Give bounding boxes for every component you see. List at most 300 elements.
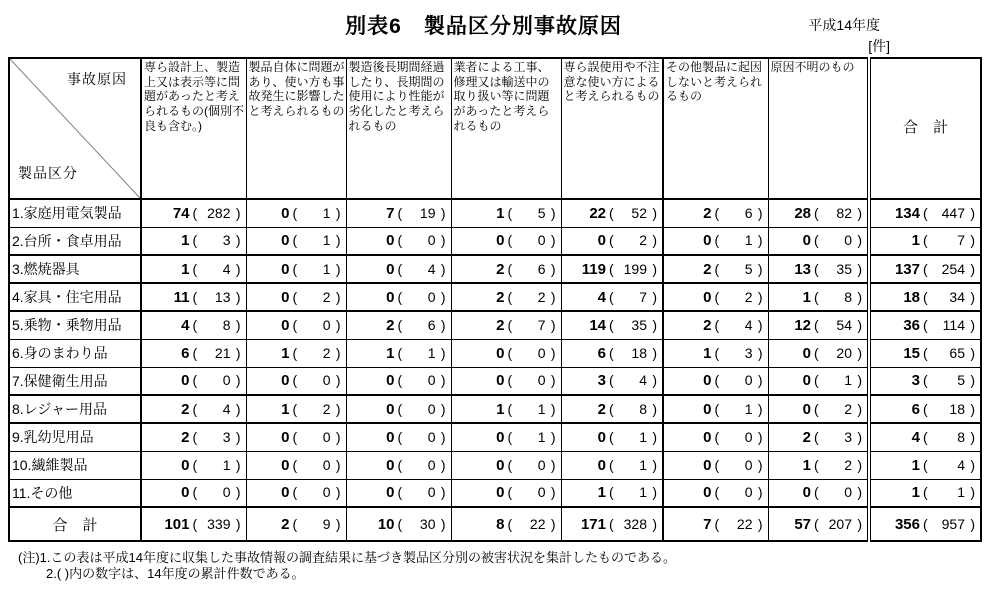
value-cell bbox=[768, 227, 869, 255]
current-count: 4 bbox=[181, 316, 190, 334]
close-paren: ) bbox=[440, 484, 446, 501]
cumulative-count: 0 bbox=[744, 372, 753, 389]
table-row bbox=[9, 283, 981, 311]
value-cell bbox=[346, 255, 451, 283]
row-label: 6.身のまわり品 bbox=[9, 339, 141, 367]
value-cell bbox=[246, 227, 346, 255]
close-paren: ) bbox=[652, 232, 657, 249]
cumulative-count: 4 bbox=[222, 400, 231, 417]
value-cell bbox=[663, 507, 768, 541]
open-paren: ( bbox=[192, 484, 198, 501]
open-paren: ( bbox=[714, 400, 720, 417]
row-label: 10.繊維製品 bbox=[9, 451, 141, 479]
current-count: 137 bbox=[894, 260, 920, 278]
total-value-cell bbox=[869, 451, 981, 479]
cumulative-count: 19 bbox=[419, 204, 436, 221]
cumulative-count: 339 bbox=[207, 515, 231, 532]
cumulative-count: 1 bbox=[844, 372, 852, 389]
value-cell bbox=[561, 367, 663, 395]
table-row bbox=[9, 311, 981, 339]
close-paren: ) bbox=[235, 456, 241, 473]
open-paren: ( bbox=[292, 260, 298, 277]
open-paren: ( bbox=[507, 232, 513, 249]
cumulative-count: 8 bbox=[639, 400, 647, 417]
close-paren: ) bbox=[857, 456, 862, 473]
current-count: 0 bbox=[802, 484, 811, 502]
close-paren: ) bbox=[550, 515, 556, 532]
close-paren: ) bbox=[550, 204, 556, 221]
current-count: 0 bbox=[386, 372, 395, 390]
open-paren: ( bbox=[507, 316, 513, 333]
open-paren: ( bbox=[923, 260, 928, 277]
close-paren: ) bbox=[757, 260, 763, 277]
cumulative-count: 7 bbox=[537, 316, 546, 333]
open-paren: ( bbox=[507, 484, 513, 501]
cause-header-1: 専ら設計上、製造上又は表示等に問題があったと考えられるもの(個別不良も含む。) bbox=[141, 58, 246, 199]
value-cell bbox=[561, 283, 663, 311]
open-paren: ( bbox=[507, 288, 513, 305]
cumulative-count: 2 bbox=[844, 400, 852, 417]
open-paren: ( bbox=[814, 428, 819, 445]
close-paren: ) bbox=[440, 456, 446, 473]
open-paren: ( bbox=[192, 344, 198, 361]
value-cell bbox=[768, 479, 869, 507]
cumulative-count: 2 bbox=[639, 232, 647, 249]
current-count: 8 bbox=[496, 515, 505, 533]
close-paren: ) bbox=[970, 372, 975, 389]
open-paren: ( bbox=[814, 344, 819, 361]
value-cell bbox=[246, 479, 346, 507]
close-paren: ) bbox=[440, 260, 446, 277]
total-value-cell bbox=[869, 423, 981, 451]
current-count: 0 bbox=[703, 456, 712, 474]
cumulative-count: 328 bbox=[623, 515, 647, 532]
close-paren: ) bbox=[652, 484, 657, 501]
close-paren: ) bbox=[757, 204, 763, 221]
open-paren: ( bbox=[714, 260, 720, 277]
cumulative-count: 4 bbox=[744, 316, 753, 333]
open-paren: ( bbox=[192, 372, 198, 389]
current-count: 0 bbox=[181, 456, 190, 474]
value-cell bbox=[246, 339, 346, 367]
close-paren: ) bbox=[335, 316, 341, 333]
current-count: 3 bbox=[597, 372, 606, 390]
cumulative-count: 0 bbox=[322, 372, 331, 389]
open-paren: ( bbox=[397, 344, 403, 361]
close-paren: ) bbox=[440, 204, 446, 221]
current-count: 0 bbox=[703, 484, 712, 502]
cumulative-count: 35 bbox=[631, 316, 647, 333]
total-value-cell bbox=[869, 199, 981, 227]
value-cell bbox=[451, 255, 561, 283]
cumulative-count: 0 bbox=[744, 428, 753, 445]
cumulative-count: 6 bbox=[537, 260, 546, 277]
cumulative-count: 9 bbox=[322, 515, 331, 532]
open-paren: ( bbox=[292, 316, 298, 333]
close-paren: ) bbox=[235, 288, 241, 305]
close-paren: ) bbox=[970, 288, 975, 305]
current-count: 134 bbox=[894, 204, 920, 222]
value-cell bbox=[561, 479, 663, 507]
cumulative-count: 254 bbox=[941, 260, 965, 277]
cumulative-count: 0 bbox=[744, 484, 753, 501]
current-count: 0 bbox=[386, 428, 395, 446]
open-paren: ( bbox=[507, 260, 513, 277]
close-paren: ) bbox=[652, 428, 657, 445]
close-paren: ) bbox=[757, 484, 763, 501]
cumulative-count: 0 bbox=[427, 400, 436, 417]
current-count: 0 bbox=[703, 288, 712, 306]
open-paren: ( bbox=[397, 288, 403, 305]
cumulative-count: 114 bbox=[942, 316, 965, 333]
value-cell bbox=[141, 367, 246, 395]
current-count: 10 bbox=[377, 515, 395, 533]
close-paren: ) bbox=[550, 484, 556, 501]
open-paren: ( bbox=[609, 260, 614, 277]
close-paren: ) bbox=[757, 515, 763, 532]
row-label: 8.レジャー用品 bbox=[9, 395, 141, 423]
open-paren: ( bbox=[714, 232, 720, 249]
total-row-label: 合 計 bbox=[9, 507, 141, 541]
value-cell bbox=[141, 283, 246, 311]
current-count: 1 bbox=[597, 484, 606, 502]
open-paren: ( bbox=[397, 515, 403, 532]
value-cell bbox=[141, 311, 246, 339]
value-cell bbox=[451, 479, 561, 507]
cumulative-count: 207 bbox=[828, 515, 852, 532]
cumulative-count: 3 bbox=[844, 428, 852, 445]
open-paren: ( bbox=[507, 372, 513, 389]
value-cell bbox=[346, 507, 451, 541]
current-count: 0 bbox=[281, 316, 290, 334]
current-count: 0 bbox=[496, 428, 505, 446]
close-paren: ) bbox=[335, 372, 341, 389]
value-cell bbox=[246, 283, 346, 311]
close-paren: ) bbox=[757, 344, 763, 361]
close-paren: ) bbox=[440, 372, 446, 389]
close-paren: ) bbox=[550, 232, 556, 249]
table-row bbox=[9, 395, 981, 423]
open-paren: ( bbox=[292, 456, 298, 473]
open-paren: ( bbox=[609, 344, 614, 361]
cumulative-count: 0 bbox=[537, 232, 546, 249]
close-paren: ) bbox=[335, 204, 341, 221]
current-count: 0 bbox=[703, 400, 712, 418]
open-paren: ( bbox=[814, 484, 819, 501]
open-paren: ( bbox=[714, 484, 720, 501]
cumulative-count: 1 bbox=[322, 204, 331, 221]
current-count: 0 bbox=[703, 428, 712, 446]
unit-label: [件] bbox=[868, 38, 890, 54]
cumulative-count: 1 bbox=[537, 400, 546, 417]
close-paren: ) bbox=[440, 344, 446, 361]
row-label: 5.乗物・乗物用品 bbox=[9, 311, 141, 339]
cause-header-5: 専ら誤使用や不注意な使い方によると考えられるもの bbox=[561, 58, 663, 199]
table-row bbox=[9, 227, 981, 255]
cumulative-count: 4 bbox=[639, 372, 647, 389]
close-paren: ) bbox=[857, 288, 862, 305]
close-paren: ) bbox=[757, 428, 763, 445]
open-paren: ( bbox=[923, 400, 928, 417]
cumulative-count: 22 bbox=[529, 515, 546, 532]
cumulative-count: 0 bbox=[322, 428, 331, 445]
total-column-header: 合 計 bbox=[869, 58, 981, 199]
value-cell bbox=[246, 423, 346, 451]
cumulative-count: 5 bbox=[744, 260, 753, 277]
open-paren: ( bbox=[814, 456, 819, 473]
open-paren: ( bbox=[814, 400, 819, 417]
cause-header-3: 製造後長期間経過したり、長期間の使用により性能が劣化したと考えられるもの bbox=[346, 58, 451, 199]
current-count: 4 bbox=[597, 288, 606, 306]
open-paren: ( bbox=[192, 515, 198, 532]
open-paren: ( bbox=[923, 428, 928, 445]
open-paren: ( bbox=[397, 484, 403, 501]
current-count: 57 bbox=[794, 515, 811, 533]
close-paren: ) bbox=[335, 515, 341, 532]
value-cell bbox=[451, 283, 561, 311]
current-count: 2 bbox=[496, 288, 505, 306]
cumulative-count: 1 bbox=[222, 456, 231, 473]
value-cell bbox=[346, 227, 451, 255]
current-count: 0 bbox=[703, 372, 712, 390]
close-paren: ) bbox=[652, 400, 657, 417]
open-paren: ( bbox=[609, 288, 614, 305]
total-value-cell bbox=[869, 479, 981, 507]
close-paren: ) bbox=[757, 316, 763, 333]
open-paren: ( bbox=[192, 316, 198, 333]
close-paren: ) bbox=[335, 456, 341, 473]
current-count: 1 bbox=[181, 232, 190, 250]
corner-bottom-label: 製品区分 bbox=[18, 164, 78, 181]
cumulative-count: 1 bbox=[427, 344, 436, 361]
value-cell bbox=[246, 367, 346, 395]
close-paren: ) bbox=[857, 232, 862, 249]
open-paren: ( bbox=[397, 316, 403, 333]
value-cell bbox=[663, 423, 768, 451]
cause-header-4: 業者による工事、修理又は輸送中の取り扱い等に問題があったと考えられるもの bbox=[451, 58, 561, 199]
value-cell bbox=[346, 283, 451, 311]
value-cell bbox=[768, 423, 869, 451]
total-value-cell bbox=[869, 367, 981, 395]
close-paren: ) bbox=[235, 344, 241, 361]
value-cell bbox=[663, 255, 768, 283]
open-paren: ( bbox=[507, 400, 513, 417]
open-paren: ( bbox=[397, 456, 403, 473]
value-cell bbox=[663, 311, 768, 339]
current-count: 1 bbox=[281, 400, 290, 418]
cumulative-count: 0 bbox=[222, 484, 231, 501]
current-count: 0 bbox=[386, 400, 395, 418]
value-cell bbox=[141, 255, 246, 283]
open-paren: ( bbox=[609, 372, 614, 389]
cumulative-count: 21 bbox=[214, 344, 231, 361]
corner-top-label: 事故原因 bbox=[67, 71, 127, 87]
current-count: 2 bbox=[496, 316, 505, 334]
open-paren: ( bbox=[814, 515, 819, 532]
table-row bbox=[9, 451, 981, 479]
value-cell bbox=[346, 367, 451, 395]
current-count: 0 bbox=[802, 400, 811, 418]
current-count: 0 bbox=[181, 372, 190, 390]
current-count: 2 bbox=[386, 316, 395, 334]
current-count: 11 bbox=[173, 288, 190, 306]
open-paren: ( bbox=[292, 428, 298, 445]
open-paren: ( bbox=[609, 316, 614, 333]
value-cell bbox=[561, 227, 663, 255]
close-paren: ) bbox=[235, 260, 241, 277]
value-cell bbox=[663, 479, 768, 507]
cumulative-count: 1 bbox=[322, 232, 331, 249]
value-cell bbox=[141, 423, 246, 451]
cumulative-count: 1 bbox=[744, 232, 753, 249]
current-count: 22 bbox=[589, 204, 606, 222]
current-count: 0 bbox=[281, 428, 290, 446]
current-count: 0 bbox=[597, 456, 606, 474]
open-paren: ( bbox=[814, 372, 819, 389]
value-cell bbox=[346, 311, 451, 339]
open-paren: ( bbox=[714, 372, 720, 389]
close-paren: ) bbox=[757, 232, 763, 249]
close-paren: ) bbox=[970, 456, 975, 473]
current-count: 0 bbox=[802, 344, 811, 362]
value-cell bbox=[451, 339, 561, 367]
open-paren: ( bbox=[192, 400, 198, 417]
open-paren: ( bbox=[714, 204, 720, 221]
close-paren: ) bbox=[440, 428, 446, 445]
close-paren: ) bbox=[335, 260, 341, 277]
close-paren: ) bbox=[335, 344, 341, 361]
table-row bbox=[9, 479, 981, 507]
total-value-cell bbox=[869, 395, 981, 423]
current-count: 18 bbox=[903, 288, 920, 306]
open-paren: ( bbox=[397, 400, 403, 417]
cumulative-count: 1 bbox=[639, 456, 647, 473]
value-cell bbox=[346, 423, 451, 451]
value-cell bbox=[561, 423, 663, 451]
open-paren: ( bbox=[507, 204, 513, 221]
cumulative-count: 2 bbox=[322, 400, 331, 417]
value-cell bbox=[246, 199, 346, 227]
page-title: 別表6 製品区分別事故原因 bbox=[345, 15, 622, 38]
current-count: 14 bbox=[589, 316, 606, 334]
value-cell bbox=[768, 367, 869, 395]
fiscal-year-label: 平成14年度 bbox=[808, 17, 880, 33]
cumulative-count: 2 bbox=[322, 288, 331, 305]
close-paren: ) bbox=[335, 484, 341, 501]
open-paren: ( bbox=[507, 344, 513, 361]
close-paren: ) bbox=[550, 344, 556, 361]
current-count: 36 bbox=[903, 316, 920, 334]
total-value-cell bbox=[869, 339, 981, 367]
open-paren: ( bbox=[192, 456, 198, 473]
close-paren: ) bbox=[652, 316, 657, 333]
cumulative-count: 0 bbox=[427, 288, 436, 305]
current-count: 356 bbox=[894, 515, 920, 533]
cumulative-count: 1 bbox=[639, 484, 647, 501]
row-label: 9.乳幼児用品 bbox=[9, 423, 141, 451]
value-cell bbox=[141, 227, 246, 255]
close-paren: ) bbox=[550, 260, 556, 277]
close-paren: ) bbox=[440, 400, 446, 417]
current-count: 0 bbox=[496, 372, 505, 390]
value-cell bbox=[768, 311, 869, 339]
value-cell bbox=[141, 507, 246, 541]
value-cell bbox=[768, 199, 869, 227]
open-paren: ( bbox=[292, 515, 298, 532]
close-paren: ) bbox=[970, 484, 975, 501]
value-cell bbox=[561, 451, 663, 479]
value-cell bbox=[768, 255, 869, 283]
cumulative-count: 82 bbox=[836, 204, 852, 221]
current-count: 2 bbox=[703, 316, 712, 334]
close-paren: ) bbox=[652, 204, 657, 221]
cumulative-count: 447 bbox=[941, 204, 965, 221]
close-paren: ) bbox=[550, 400, 556, 417]
current-count: 0 bbox=[386, 456, 395, 474]
table-row bbox=[9, 367, 981, 395]
open-paren: ( bbox=[814, 204, 819, 221]
cumulative-count: 4 bbox=[957, 456, 965, 473]
cumulative-count: 52 bbox=[631, 204, 647, 221]
value-cell bbox=[246, 311, 346, 339]
current-count: 1 bbox=[496, 204, 505, 222]
open-paren: ( bbox=[609, 456, 614, 473]
cumulative-count: 0 bbox=[537, 484, 546, 501]
footnote-1: (注)1.この表は平成14年度に収集した事故情報の調査結果に基づき製品区分別の被害状況を集計したものである。 bbox=[18, 550, 676, 565]
cumulative-count: 6 bbox=[744, 204, 753, 221]
current-count: 0 bbox=[496, 232, 505, 250]
cumulative-count: 0 bbox=[322, 456, 331, 473]
current-count: 0 bbox=[281, 288, 290, 306]
header-row bbox=[9, 58, 981, 199]
close-paren: ) bbox=[857, 484, 862, 501]
cumulative-count: 0 bbox=[844, 484, 852, 501]
value-cell bbox=[346, 199, 451, 227]
current-count: 1 bbox=[911, 232, 920, 250]
open-paren: ( bbox=[609, 232, 614, 249]
open-paren: ( bbox=[609, 204, 614, 221]
open-paren: ( bbox=[923, 484, 928, 501]
value-cell bbox=[141, 479, 246, 507]
current-count: 0 bbox=[802, 372, 811, 390]
cumulative-count: 35 bbox=[836, 260, 852, 277]
cumulative-count: 3 bbox=[222, 232, 231, 249]
value-cell bbox=[561, 311, 663, 339]
close-paren: ) bbox=[857, 372, 862, 389]
close-paren: ) bbox=[757, 372, 763, 389]
cumulative-count: 18 bbox=[949, 400, 965, 417]
value-cell bbox=[246, 507, 346, 541]
cumulative-count: 1 bbox=[322, 260, 331, 277]
current-count: 6 bbox=[181, 344, 190, 362]
value-cell bbox=[768, 507, 869, 541]
current-count: 0 bbox=[496, 484, 505, 502]
cumulative-count: 0 bbox=[537, 456, 546, 473]
current-count: 0 bbox=[496, 344, 505, 362]
open-paren: ( bbox=[814, 288, 819, 305]
value-cell bbox=[346, 479, 451, 507]
row-label: 2.台所・食卓用品 bbox=[9, 227, 141, 255]
value-cell bbox=[141, 199, 246, 227]
current-count: 13 bbox=[794, 260, 811, 278]
total-value-cell bbox=[869, 283, 981, 311]
current-count: 1 bbox=[911, 456, 920, 474]
open-paren: ( bbox=[923, 515, 928, 532]
current-count: 1 bbox=[181, 260, 190, 278]
cumulative-count: 282 bbox=[207, 204, 231, 221]
open-paren: ( bbox=[609, 428, 614, 445]
close-paren: ) bbox=[440, 288, 446, 305]
